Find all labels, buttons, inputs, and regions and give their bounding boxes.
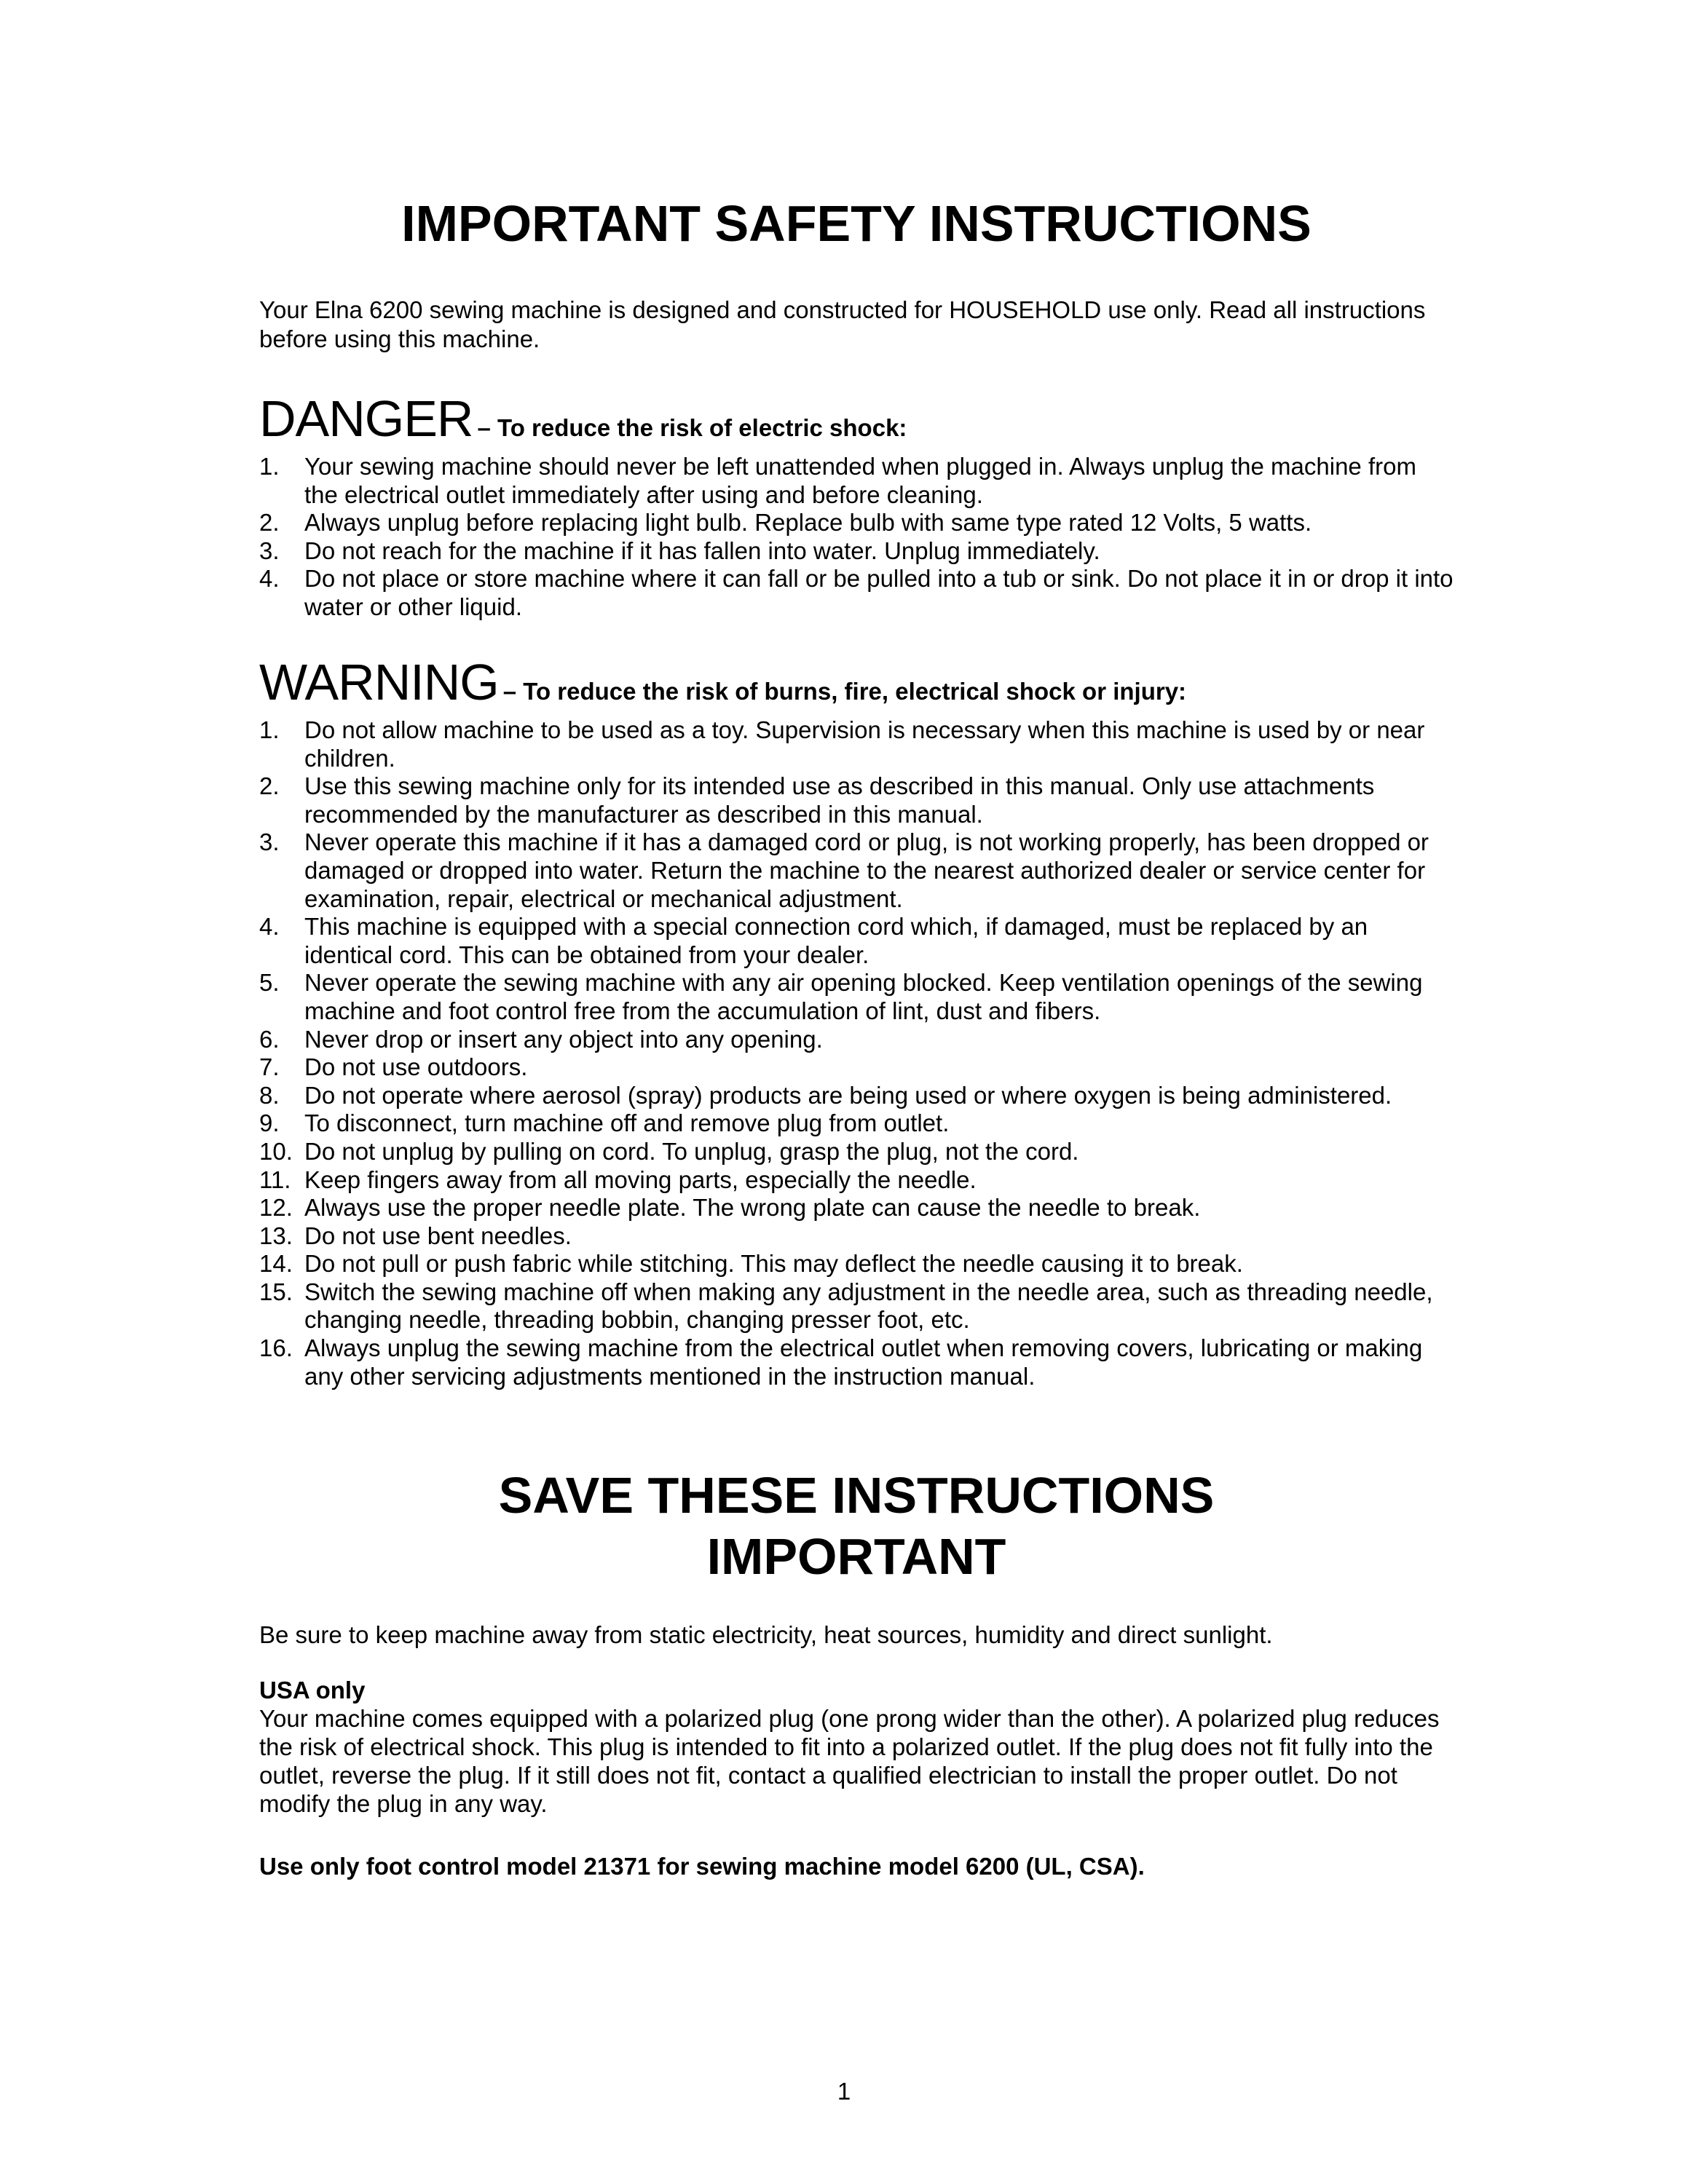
warning-item-number: 6. [259, 1025, 280, 1053]
usa-text: Your machine comes equipped with a polarized plug (one prong wider than the other). A polarized plug reduces the risk of electrical shock. This plug is intended to fit into a polarized outlet. If the plug does not fit fully into the outlet, reverse the plug. If it still does not fit, contact a qualified electrician to install the proper outlet. Do not modify the plug in any way. [259, 1705, 1440, 1817]
warning-item-text: Do not pull or push fabric while stitching. This may deflect the needle causing it to break. [304, 1250, 1243, 1278]
page-number: 1 [837, 2078, 851, 2105]
danger-item-text: Always unplug before replacing light bulb. Replace bulb with same type rated 12 Volts, 5 watts. [304, 509, 1312, 537]
foot-control-note: Use only foot control model 21371 for sewing machine model 6200 (UL, CSA). [259, 1853, 1145, 1880]
danger-section [259, 390, 1454, 622]
page-title: IMPORTANT SAFETY INSTRUCTIONS [401, 195, 1312, 252]
danger-item-text: Do not place or store machine where it can fall or be pulled into a tub or sink. Do not place it in or drop it into water or other liquid. [304, 565, 1454, 620]
warning-item-number: 3. [259, 828, 280, 856]
warning-item-text: Never drop or insert any object into any opening. [304, 1025, 823, 1053]
warning-item [259, 1082, 1454, 1110]
danger-item-text: Do not reach for the machine if it has fallen into water. Unplug immediately. [304, 537, 1100, 564]
warning-item-text: Switch the sewing machine off when making any adjustment in the needle area, such as threading needle, changing needle, threading bobbin, changing presser foot, etc. [304, 1278, 1433, 1334]
warning-item-text: Do not use bent needles. [304, 1222, 572, 1249]
warning-heading [259, 654, 1454, 711]
warning-item [259, 1250, 1454, 1278]
warning-item-number: 12. [259, 1194, 293, 1222]
warning-item [259, 913, 1454, 969]
warning-item-text: Never operate the sewing machine with any air opening blocked. Keep ventilation openings of the sewing machine and foot control free from the accumulation of lint, dust and fibers. [304, 969, 1423, 1024]
warning-item [259, 1334, 1454, 1390]
warning-item-number: 9. [259, 1109, 280, 1137]
warning-item-number: 16. [259, 1334, 293, 1362]
warning-item-text: Do not allow machine to be used as a toy. Supervision is necessary when this machine is used by or near children. [304, 716, 1425, 772]
warning-section [259, 654, 1454, 1390]
danger-item [259, 537, 1454, 566]
warning-item-text: Always use the proper needle plate. The wrong plate can cause the needle to break. [304, 1194, 1201, 1222]
warning-item [259, 772, 1454, 828]
save-instructions-block [259, 1465, 1454, 1587]
warning-item [259, 1109, 1454, 1138]
danger-subtitle: – To reduce the risk of electric shock: [477, 414, 907, 441]
warning-item-text: Do not use outdoors. [304, 1053, 528, 1081]
danger-heading [259, 390, 1454, 447]
warning-item [259, 1138, 1454, 1166]
danger-list [259, 453, 1454, 622]
warning-item-number: 2. [259, 772, 280, 800]
usa-heading: USA only [259, 1677, 366, 1704]
warning-item-text: Keep fingers away from all moving parts, especially the needle. [304, 1166, 977, 1193]
warning-item [259, 828, 1454, 913]
usa-section [259, 1676, 1454, 1818]
danger-item [259, 453, 1454, 509]
danger-item-number: 1. [259, 453, 280, 480]
environment-note: Be sure to keep machine away from static electricity, heat sources, humidity and direct sunlight. [259, 1621, 1273, 1648]
danger-item-number: 2. [259, 509, 280, 537]
warning-item-number: 1. [259, 716, 280, 743]
danger-item [259, 565, 1454, 621]
warning-item-text: Always unplug the sewing machine from the electrical outlet when removing covers, lubricating or making any other servicing adjustments mentioned in the instruction manual. [304, 1334, 1423, 1390]
warning-item-number: 8. [259, 1081, 280, 1109]
warning-item-number: 14. [259, 1250, 293, 1278]
intro-paragraph: Your Elna 6200 sewing machine is designed and constructed for HOUSEHOLD use only. Read all instructions before using this machine. [259, 296, 1426, 352]
warning-item [259, 1166, 1454, 1195]
warning-item-text: Do not operate where aerosol (spray) products are being used or where oxygen is being administered. [304, 1081, 1392, 1109]
danger-item-text: Your sewing machine should never be left unattended when plugged in. Always unplug the machine from the electrical outlet immediately after using and before cleaning. [304, 453, 1416, 508]
warning-item-text: Use this sewing machine only for its intended use as described in this manual. Only use attachments recommended by the manufacturer as described in this manual. [304, 772, 1375, 828]
warning-item-number: 10. [259, 1137, 293, 1165]
warning-item [259, 1194, 1454, 1222]
warning-item [259, 1053, 1454, 1082]
warning-title: WARNING [259, 654, 499, 711]
warning-item-text: To disconnect, turn machine off and remove plug from outlet. [304, 1109, 950, 1137]
warning-item-number: 13. [259, 1222, 293, 1249]
warning-item-number: 4. [259, 913, 280, 941]
warning-item [259, 716, 1454, 772]
danger-item-number: 4. [259, 565, 280, 593]
save-heading: SAVE THESE INSTRUCTIONS [498, 1467, 1215, 1524]
warning-item-number: 11. [259, 1166, 291, 1193]
danger-item [259, 509, 1454, 537]
warning-item [259, 1278, 1454, 1334]
warning-list [259, 716, 1454, 1390]
warning-item [259, 969, 1454, 1025]
warning-subtitle: – To reduce the risk of burns, fire, electrical shock or injury: [502, 678, 1187, 705]
danger-item-number: 3. [259, 537, 280, 564]
warning-item-text: Never operate this machine if it has a damaged cord or plug, is not working properly, has been dropped or damaged or dropped into water. Return the machine to the nearest authorized dealer or service center for examination, repair, electrical or mechanical adjustment. [304, 828, 1429, 912]
warning-item-text: This machine is equipped with a special connection cord which, if damaged, must be replaced by an identical cord. This can be obtained from your dealer. [304, 913, 1368, 968]
important-heading: IMPORTANT [706, 1528, 1006, 1585]
danger-title: DANGER [259, 390, 473, 447]
warning-item-text: Do not unplug by pulling on cord. To unplug, grasp the plug, not the cord. [304, 1137, 1079, 1165]
warning-item-number: 15. [259, 1278, 293, 1305]
warning-item-number: 7. [259, 1053, 280, 1081]
warning-item [259, 1222, 1454, 1251]
warning-item-number: 5. [259, 969, 280, 997]
warning-item [259, 1026, 1454, 1054]
